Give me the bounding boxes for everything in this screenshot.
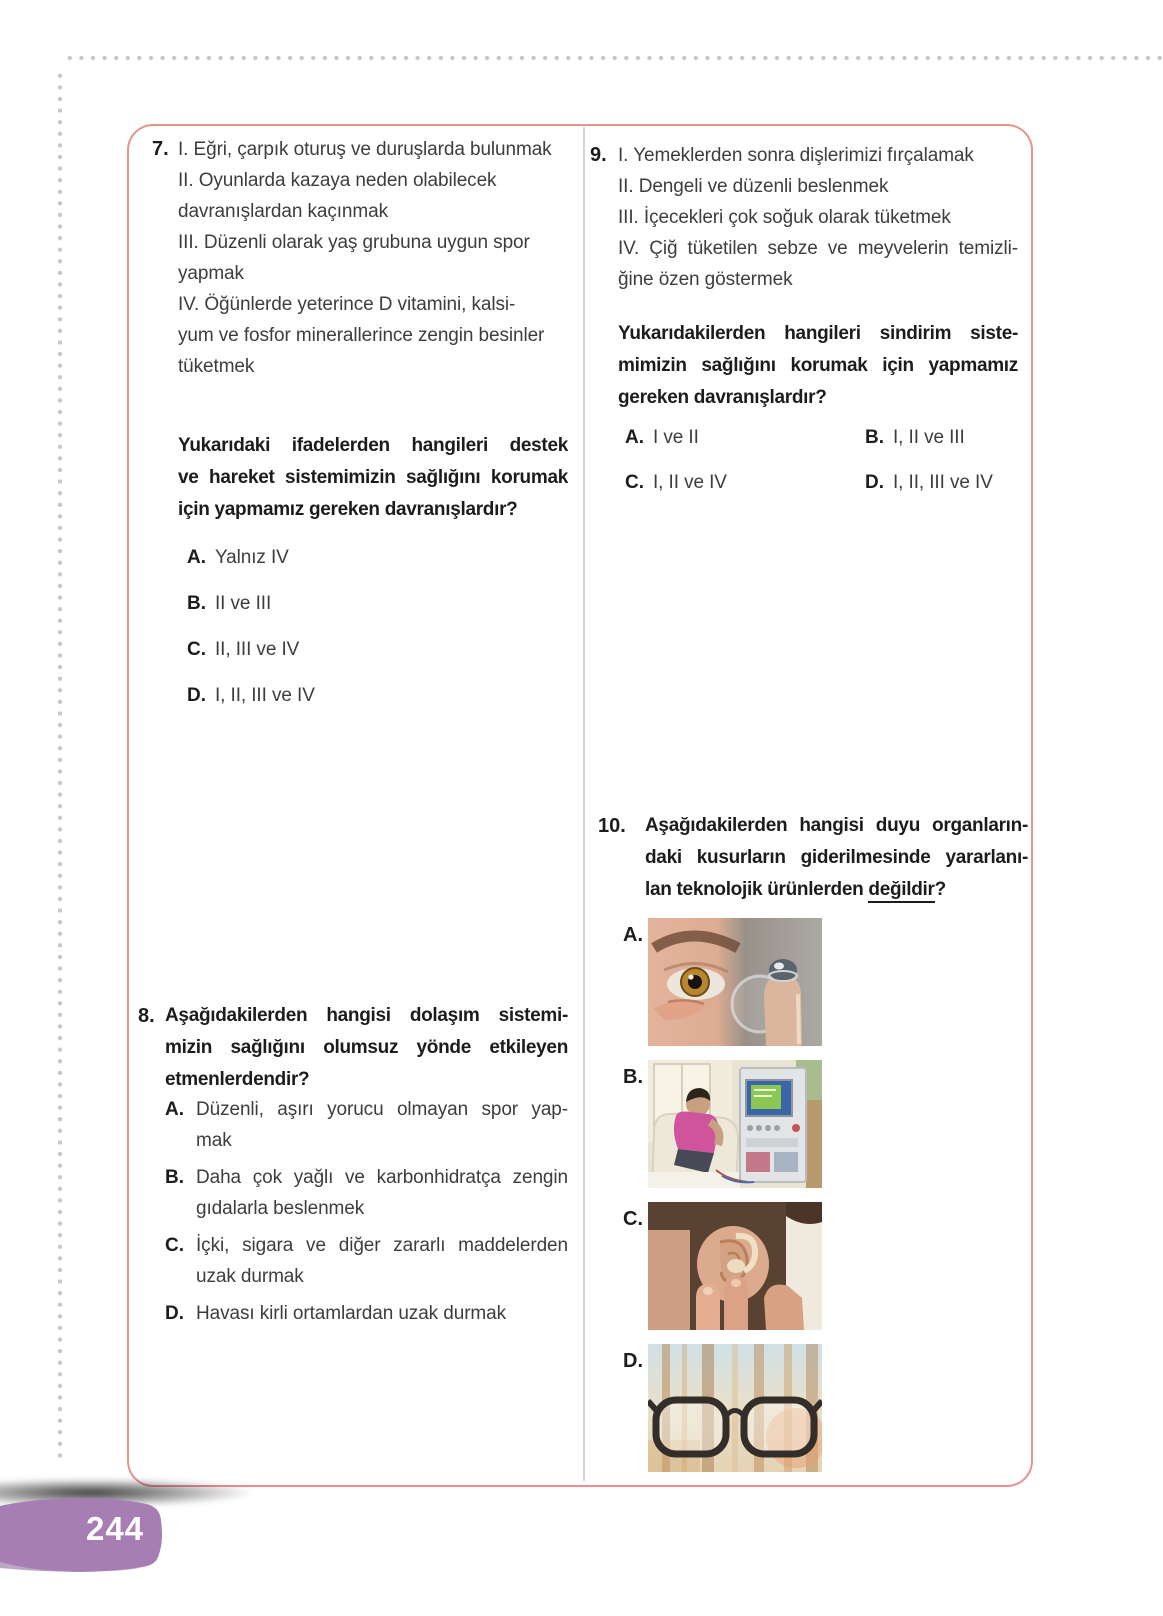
option-text: I, II ve IV [653,472,727,493]
question-9 [588,140,1018,498]
question-8-option-b [165,1162,568,1224]
option-text-line: Düzenli, aşırı yorucu olmayan spor yap- [196,1099,568,1120]
question-9-number: 9. [590,144,607,166]
question-10-stem-line [645,874,1028,906]
question-9-item-line: II. Dengeli ve düzenli beslenmek [618,176,889,197]
option-text: II ve III [215,593,272,614]
question-7-item-line: IV. Öğünlerde yeterince D vitamini, kalsi- [178,294,516,315]
question-8-stem-line: Aşağıdakilerden hangisi dolaşım sistemi- [165,1005,568,1026]
question-7-option-c [187,634,568,665]
option-letter: A. [625,427,644,448]
question-7-item-line: davranışlardan kaçınmak [178,201,388,222]
option-letter: D. [165,1303,184,1324]
question-9-item-line: I. Yemeklerden sonra dişlerimizi fırçalamak [618,145,974,166]
option-letter: B. [165,1167,184,1188]
option-text-line: gıdalarla beslenmek [196,1198,365,1219]
question-9-item-line: IV. Çiğ tüketilen sebze ve meyvelerin temizli- [618,238,1018,259]
question-9-stem-line: mimizin sağlığını korumak için yapmamız [618,355,1018,376]
option-text-line: İçki, sigara ve diğer zararlı maddelerden [196,1235,568,1256]
question-10-option-b [623,1060,1028,1188]
dialysis-machine-photo [648,1060,822,1188]
dotted-border-left [57,70,63,1462]
question-7-stem-line: Yukarıdaki ifadelerden hangileri destek [178,435,568,456]
question-8-number: 8. [138,1005,155,1027]
question-7-stem-line: ve hareket sistemimizin sağlığını korumak [178,467,568,488]
question-9-stem-line: gereken davranışlardır? [618,387,827,408]
option-letter: B. [187,593,206,614]
column-divider [583,127,585,1481]
question-7-item-line: II. Oyunlarda kazaya neden olabilecek [178,170,497,191]
option-letter: D. [187,685,206,706]
question-7-item-line: yapmak [178,263,244,284]
stem-text: lan teknolojik ürünlerden [645,879,869,900]
question-8-stem-line: mizin sağlığını olumsuz yönde etkileyen [165,1037,568,1058]
option-text: Yalnız IV [215,547,289,568]
option-text: I, II ve III [893,427,965,448]
question-9-option-d [865,467,1018,498]
question-7-item-line: I. Eğri, çarpık oturuş ve duruşlarda bulunmak [178,139,552,160]
option-text: I, II, III ve IV [215,685,315,706]
question-7-stem-line: için yapmamız gereken davranışlardır? [178,499,518,520]
contact-lens-photo [648,918,822,1046]
question-8-option-a [165,1094,568,1156]
question-9-item-line: ğine özen göstermek [618,269,793,290]
option-text-line: Daha çok yağlı ve karbonhidratça zengin [196,1167,568,1188]
option-letter: C. [623,1208,643,1230]
question-10-option-a [623,918,1028,1046]
option-text: I, II, III ve IV [893,472,993,493]
option-letter: A. [623,924,643,946]
question-9-option-a [625,422,865,453]
question-10-stem-line: Aşağıdakilerden hangisi duyu organların- [645,815,1028,836]
question-10 [588,810,1028,1486]
question-7-item-line: III. Düzenli olarak yaş grubuna uygun spor [178,232,530,253]
question-8-stem-line: etmenlerdendir? [165,1069,310,1090]
question-10-number: 10. [598,815,626,837]
option-text-line: Havası kirli ortamlardan uzak durmak [196,1303,507,1324]
question-9-option-c [625,467,865,498]
question-8-option-d [165,1298,568,1329]
question-10-option-d [623,1344,1028,1472]
hearing-aid-photo [648,1202,822,1330]
question-7-option-a [187,542,568,573]
page-number: 244 [85,1510,145,1547]
question-7-number: 7. [152,138,169,160]
question-8-option-c [165,1230,568,1292]
option-letter: B. [623,1066,643,1088]
question-9-option-b [865,422,1018,453]
option-letter: C. [625,472,644,493]
option-text: I ve II [653,427,699,448]
question-8 [136,1000,568,1335]
question-10-stem-line: daki kusurların giderilmesinde yararlanı- [645,847,1028,868]
option-letter: C. [187,639,206,660]
question-7-item-line: yum ve fosfor minerallerince zengin besinler [178,325,545,346]
option-text-line: uzak durmak [196,1266,304,1287]
dotted-border-top [64,55,1163,61]
question-7-option-b [187,588,568,619]
stem-text: ? [934,879,946,900]
question-7 [136,134,568,726]
question-10-option-c [623,1202,1028,1330]
underlined-word: değildir [868,879,934,903]
question-7-option-d [187,680,568,711]
question-9-stem-line: Yukarıdakilerden hangileri sindirim siste- [618,323,1018,344]
question-7-item-line: tüketmek [178,356,255,377]
option-letter: B. [865,427,884,448]
option-letter: D. [623,1350,643,1372]
option-text-line: mak [196,1130,232,1151]
option-letter: D. [865,472,884,493]
option-letter: A. [165,1099,184,1120]
option-letter: A. [187,547,206,568]
option-letter: C. [165,1235,184,1256]
eyeglasses-photo [648,1344,822,1472]
question-9-item-line: III. İçecekleri çok soğuk olarak tüketmek [618,207,951,228]
option-text: II, III ve IV [215,639,300,660]
